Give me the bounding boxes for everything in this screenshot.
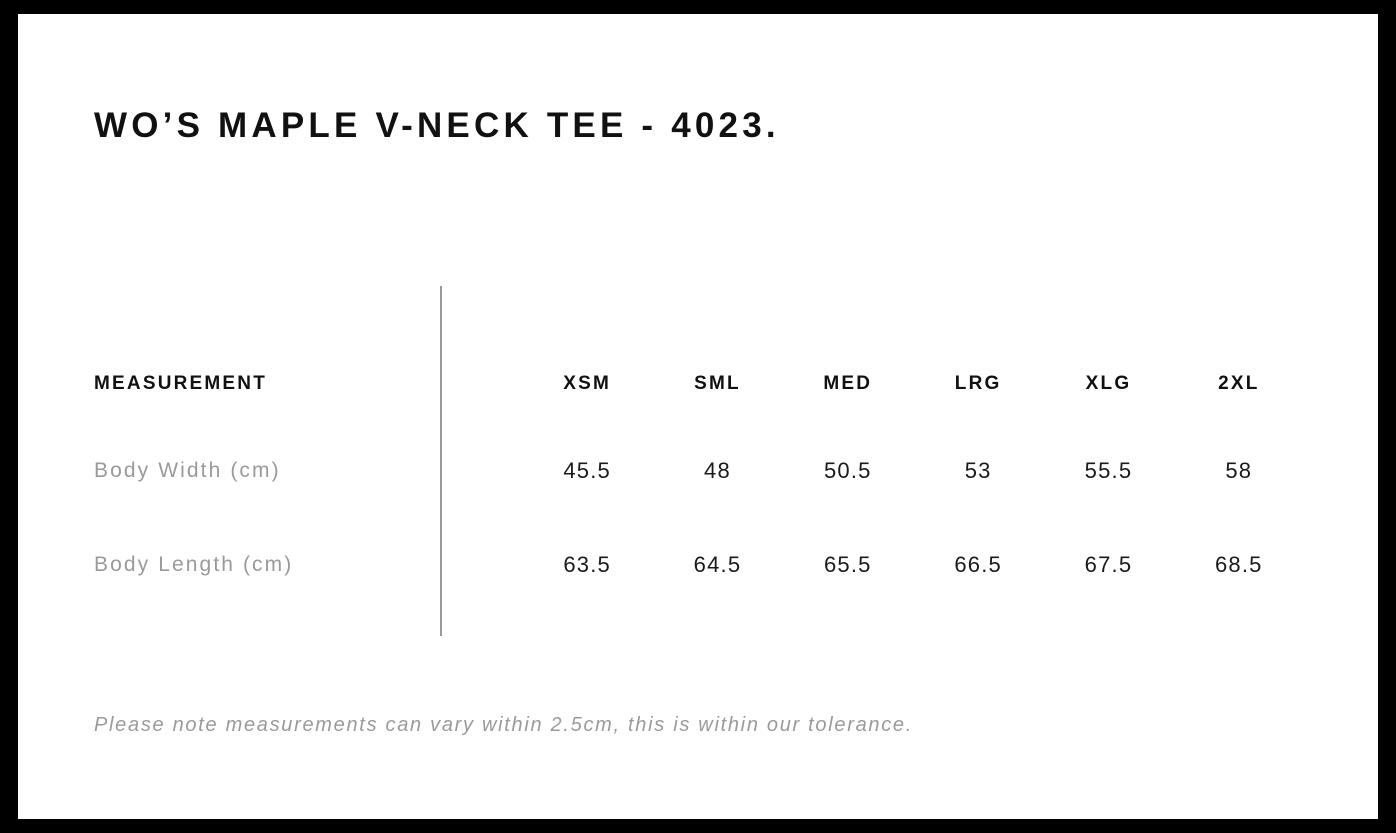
header-size-med: MED bbox=[823, 373, 873, 394]
cell-body-width-2xl: 58 bbox=[1225, 458, 1253, 483]
cell-body-length-xsm: 63.5 bbox=[563, 552, 611, 577]
cell-body-width-xlg: 55.5 bbox=[1084, 458, 1133, 483]
tolerance-note: Please note measurements can vary within 2.5cm, this is within our tolerance. bbox=[94, 714, 913, 736]
cell-body-length-lrg: 66.5 bbox=[954, 552, 1002, 577]
size-chart-table bbox=[94, 344, 1304, 612]
header-size-lrg: LRG bbox=[954, 373, 1002, 394]
cell-body-width-med: 50.5 bbox=[824, 458, 872, 483]
cell-body-length-xlg: 67.5 bbox=[1084, 552, 1133, 577]
page-title: WO’S MAPLE V-NECK TEE - 4023. bbox=[94, 106, 780, 145]
cell-body-width-lrg: 53 bbox=[964, 458, 992, 483]
header-size-2xl: 2XL bbox=[1218, 373, 1260, 394]
row-label-body-length: Body Length (cm) bbox=[94, 553, 294, 576]
header-size-xsm: XSM bbox=[563, 373, 612, 394]
table-header-row bbox=[94, 344, 1304, 424]
cell-body-length-sml: 64.5 bbox=[693, 552, 742, 577]
header-measurement: MEASUREMENT bbox=[94, 373, 268, 394]
cell-body-length-med: 65.5 bbox=[824, 552, 872, 577]
header-size-sml: SML bbox=[694, 373, 741, 394]
table-row bbox=[94, 424, 1304, 518]
cell-body-length-2xl: 68.5 bbox=[1214, 552, 1263, 577]
cell-body-width-sml: 48 bbox=[704, 458, 731, 483]
table-row bbox=[94, 518, 1304, 612]
size-chart-page bbox=[18, 14, 1378, 819]
header-size-xlg: XLG bbox=[1085, 373, 1132, 394]
cell-body-width-xsm: 45.5 bbox=[563, 458, 611, 483]
row-label-body-width: Body Width (cm) bbox=[94, 459, 281, 482]
